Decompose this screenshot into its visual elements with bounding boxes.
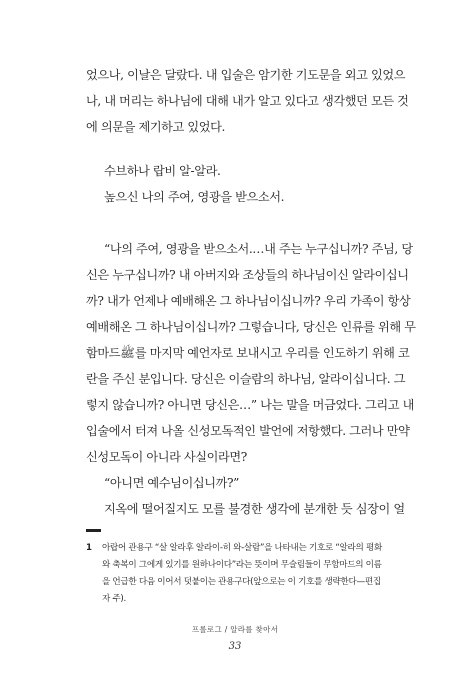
text-line: 예배해온 그 하나님이십니까? 그렇습니다, 당신은 인류를 위해 무 [86,320,416,334]
dialogue-paragraph [86,236,416,522]
text-line: 에 의문을 제기하고 있었다. [86,120,226,134]
footnote-line: 와 축복이 그에게 있기를 원하나이다”라는 뜻이며 무슬림들이 무함마드의 이름 [102,560,382,570]
footnote-line: 아랍어 관용구 “살 알라후 알라이-히 와-살람”을 나타내는 기호로 “알라의 평화 [102,543,382,553]
running-footer: 프롤로그 / 알라를 찾아서 [191,625,279,634]
footnote-number: 1 [86,543,92,553]
paragraph-continuation [86,62,409,140]
text-line: 입술에서 터져 나올 신성모독적인 발언에 저항했다. 그러나 만약 [86,424,410,438]
text-line: 었으나, 이날은 달랐다. 내 입술은 암기한 기도문을 외고 있었으 [86,68,406,82]
text-line: 렇지 않습니까? 아니면 당신은…” 나는 말을 머금었다. 그리고 내 [86,398,414,412]
footnote-divider [86,529,101,532]
footnote-line: 을 언급한 다음 이어서 덧붙이는 관용구다(앞으로는 이 기호를 생략한다—편집 [102,577,381,587]
text-line: 란을 주신 분입니다. 당신은 이슬람의 하나님, 알라이십니다. 그 [86,372,406,386]
prayer-line: 높으신 나의 주여, 영광을 받으소서. [104,190,285,204]
text-line: 지옥에 떨어질지도 모를 불경한 생각에 분개한 듯 심장이 얼 [104,502,405,516]
page-number: 33 [228,641,242,652]
prayer-quote [104,158,284,210]
text-line: 나, 내 머리는 하나님에 대해 내가 알고 있다고 생각했던 모든 것 [86,94,409,108]
text-line: “나의 주여, 영광을 받으소서.…내 주는 누구십니까? 주님, 당 [104,242,413,256]
question-line: “아니면 예수님이십니까?” [104,476,240,490]
prayer-line: 수브하나 랍비 알-알라. [104,164,221,178]
footnote [86,540,404,608]
footnote-line: 자 주). [102,594,126,604]
text-line: 까? 내가 언제나 예배해온 그 하나님이십니까? 우리 가족이 항상 [86,294,411,308]
text-line: 함마드ﷺ를 마지막 예언자로 보내시고 우리를 인도하기 위해 코 [86,346,410,360]
text-line: 신은 누구십니까? 내 아버지와 조상들의 하나님이신 알라이십니 [86,268,409,282]
text-line: 신성모독이 아니라 사실이라면? [86,450,247,464]
